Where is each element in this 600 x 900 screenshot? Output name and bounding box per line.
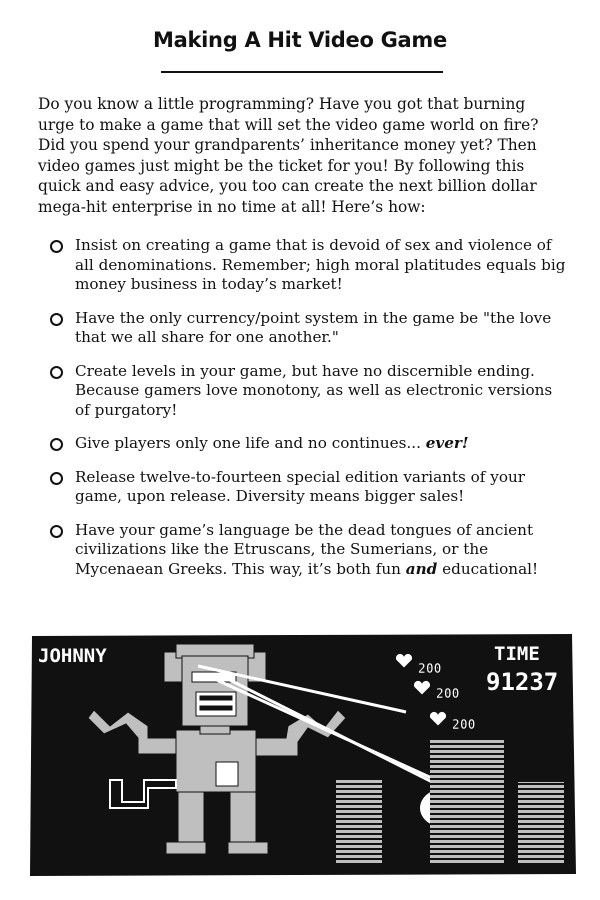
circle-bullet-icon bbox=[50, 240, 63, 253]
circle-bullet-icon bbox=[50, 525, 63, 538]
bonus-points: 200 bbox=[452, 718, 476, 733]
time-value: 91237 bbox=[486, 668, 559, 696]
tip-emphasis: ever! bbox=[425, 434, 469, 452]
tips-list bbox=[48, 236, 566, 593]
tip-item bbox=[48, 362, 566, 421]
bonus-points: 200 bbox=[418, 662, 442, 677]
circle-bullet-icon bbox=[50, 366, 63, 379]
time-label: TIME bbox=[494, 643, 540, 665]
tip-text: Have your game’s language be the dead tongues of ancient civilizations like the Etruscans, the Sumerians, or the Mycenaean Greeks. This way, it’s both fun bbox=[75, 520, 534, 578]
tip-item bbox=[48, 309, 566, 348]
player-name: JOHNNY bbox=[38, 645, 107, 667]
title-underline bbox=[161, 71, 443, 73]
bonus-points: 200 bbox=[436, 687, 460, 702]
tip-emphasis: and bbox=[405, 559, 438, 578]
tip-item bbox=[48, 521, 566, 580]
tip-item bbox=[48, 434, 566, 454]
circle-bullet-icon bbox=[50, 313, 63, 326]
game-screen-illustration bbox=[26, 630, 578, 880]
tip-text: Release twelve-to-fourteen special edition variants of your game, upon release. Diversity means bigger sales! bbox=[75, 467, 526, 505]
intro-paragraph: Do you know a little programming? Have you got that burning urge to make a game that will set the video game world on fire? Did you spend your grandparents’ inheritance money yet? Then video games just might be the ticket for you! By following this quick and easy advice, you too can create the next billion dollar mega-hit enterprise in no time at all! Here’s how: bbox=[38, 95, 539, 216]
tip-text: Give players only one life and no continues... bbox=[75, 434, 426, 452]
tip-text: Create levels in your game, but have no discernible ending. Because gamers love monotony, as well as electronic versions of purgatory! bbox=[75, 361, 553, 419]
striped-pillar bbox=[430, 740, 504, 864]
striped-pillar bbox=[518, 782, 564, 864]
page-title: Making A Hit Video Game bbox=[153, 28, 447, 52]
tip-text-after: educational! bbox=[437, 559, 539, 578]
tip-text: Insist on creating a game that is devoid of sex and violence of all denominations. Remember; high moral platitudes equals big money business in today’s market! bbox=[75, 236, 566, 293]
circle-bullet-icon bbox=[50, 438, 63, 451]
tip-item bbox=[48, 236, 566, 295]
tip-text: Have the only currency/point system in the game be "the love that we all share for one another." bbox=[75, 308, 552, 346]
striped-pillar bbox=[336, 778, 382, 864]
circle-bullet-icon bbox=[50, 472, 63, 485]
tip-item bbox=[48, 468, 566, 507]
